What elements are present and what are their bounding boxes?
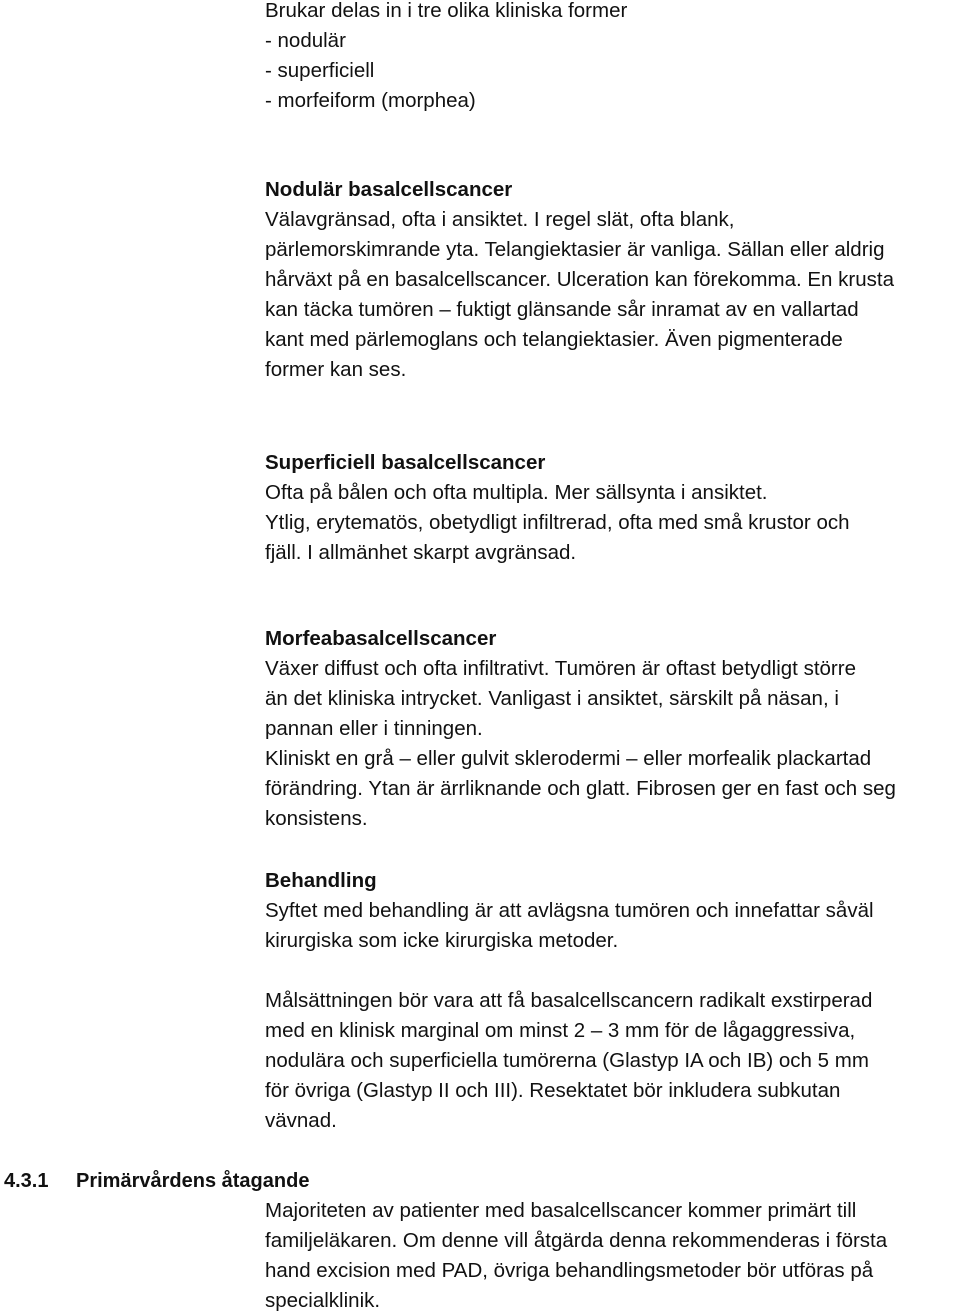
treatment-goal-line: med en klinisk marginal om minst 2 – 3 mm för de lågaggressiva, bbox=[265, 1019, 856, 1042]
nodular-line: former kan ses. bbox=[265, 358, 407, 381]
primary-care-line: Majoriteten av patienter med basalcellscancer kommer primärt till bbox=[265, 1199, 857, 1222]
treatment-line: Syftet med behandling är att avlägsna tumören och innefattar såväl bbox=[265, 899, 874, 922]
treatment-line: kirurgiska som icke kirurgiska metoder. bbox=[265, 929, 619, 952]
morphea-line: än det kliniska intrycket. Vanligast i ansiktet, särskilt på näsan, i bbox=[265, 687, 839, 710]
treatment-goal-line: Målsättningen bör vara att få basalcellscancern radikalt exstirperad bbox=[265, 989, 873, 1012]
morphea-line: förändring. Ytan är ärrliknande och glatt. Fibrosen ger en fast och seg bbox=[265, 777, 896, 800]
heading-morphea: Morfeabasalcellscancer bbox=[265, 627, 497, 650]
intro-title: Brukar delas in i tre olika kliniska former bbox=[265, 0, 628, 22]
morphea-line: Växer diffust och ofta infiltrativt. Tumören är oftast betydligt större bbox=[265, 657, 856, 680]
heading-superficial: Superficiell basalcellscancer bbox=[265, 451, 546, 474]
morphea-line: pannan eller i tinningen. bbox=[265, 717, 483, 740]
list-item-superficial: - superficiell bbox=[265, 59, 375, 82]
treatment-goal-line: för övriga (Glastyp II och III). Resektatet bör inkludera subkutan bbox=[265, 1079, 841, 1102]
nodular-line: kan täcka tumören – fuktigt glänsande sår inramat av en vallartad bbox=[265, 298, 859, 321]
primary-care-line: familjeläkaren. Om denne vill åtgärda denna rekommenderas i första bbox=[265, 1229, 888, 1252]
primary-care-line: hand excision med PAD, övriga behandlingsmetoder bör utföras på bbox=[265, 1259, 874, 1282]
superficial-line: fjäll. I allmänhet skarpt avgränsad. bbox=[265, 541, 577, 564]
heading-treatment: Behandling bbox=[265, 869, 377, 892]
primary-care-line: specialklinik. bbox=[265, 1289, 381, 1312]
list-item-nodular: - nodulär bbox=[265, 29, 346, 52]
nodular-line: Välavgränsad, ofta i ansiktet. I regel slät, ofta blank, bbox=[265, 208, 735, 231]
treatment-goal-line: nodulära och superficiella tumörerna (Glastyp IA och IB) och 5 mm bbox=[265, 1049, 869, 1072]
section-heading-primary-care bbox=[4, 1166, 309, 1196]
section-title: Primärvårdens åtagande bbox=[76, 1170, 310, 1192]
superficial-line: Ytlig, erytematös, obetydligt infiltrerad, ofta med små krustor och bbox=[265, 511, 850, 534]
nodular-line: pärlemorskimrande yta. Telangiektasier är vanliga. Sällan eller aldrig bbox=[265, 238, 885, 261]
morphea-line: Kliniskt en grå – eller gulvit sklerodermi – eller morfealik plackartad bbox=[265, 747, 872, 770]
treatment-goal-line: vävnad. bbox=[265, 1109, 337, 1132]
nodular-line: kant med pärlemoglans och telangiektasier. Även pigmenterade bbox=[265, 328, 843, 351]
section-number: 4.3.1 bbox=[4, 1170, 49, 1192]
nodular-line: hårväxt på en basalcellscancer. Ulceration kan förekomma. En krusta bbox=[265, 268, 894, 291]
heading-nodular: Nodulär basalcellscancer bbox=[265, 178, 513, 201]
list-item-morpheiform: - morfeiform (morphea) bbox=[265, 89, 476, 112]
superficial-line: Ofta på bålen och ofta multipla. Mer sällsynta i ansiktet. bbox=[265, 481, 768, 504]
morphea-line: konsistens. bbox=[265, 807, 368, 830]
